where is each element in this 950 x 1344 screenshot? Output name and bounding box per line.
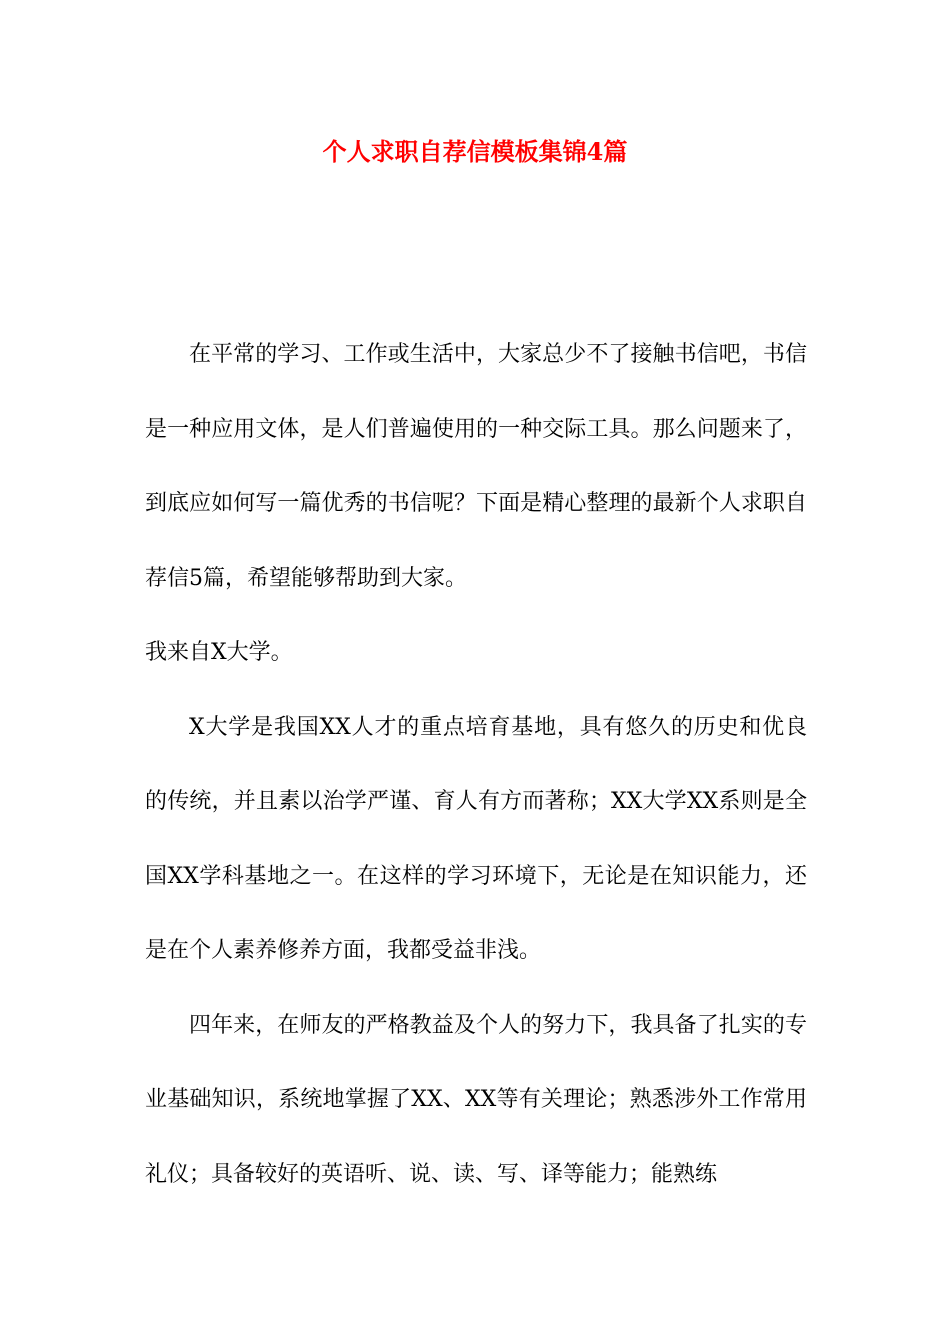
body-paragraph-origin: 我来自X大学。 (145, 640, 293, 665)
document-title: 个人求职自荐信模板集锦4篇 (322, 137, 628, 166)
body-paragraph-skills: 四年来，在师友的严格教益及个人的努力下，我具备了扎实的专业基础知识，系统地掌握了XX、XX等有关理论；熟悉涉外工作常用礼仪；具备较好的英语听、说、读、写、译等能力；能熟练 (145, 1012, 807, 1187)
document-body (145, 318, 807, 1212)
body-paragraph-intro: 在平常的学习、工作或生活中，大家总少不了接触书信吧，书信是一种应用文体，是人们普遍使用的一种交际工具。那么问题来了，到底应如何写一篇优秀的书信呢？下面是精心整理的最新个人求职自荐信5篇，希望能够帮助到大家。 (145, 342, 807, 591)
body-paragraph-university: X大学是我国XX人才的重点培育基地，具有悠久的历史和优良的传统，并且素以治学严谨、育人有方而著称；XX大学XX系则是全国XX学科基地之一。在这样的学习环境下，无论是在知识能力，还是在个人素养修养方面，我都受益非浅。 (145, 714, 807, 963)
